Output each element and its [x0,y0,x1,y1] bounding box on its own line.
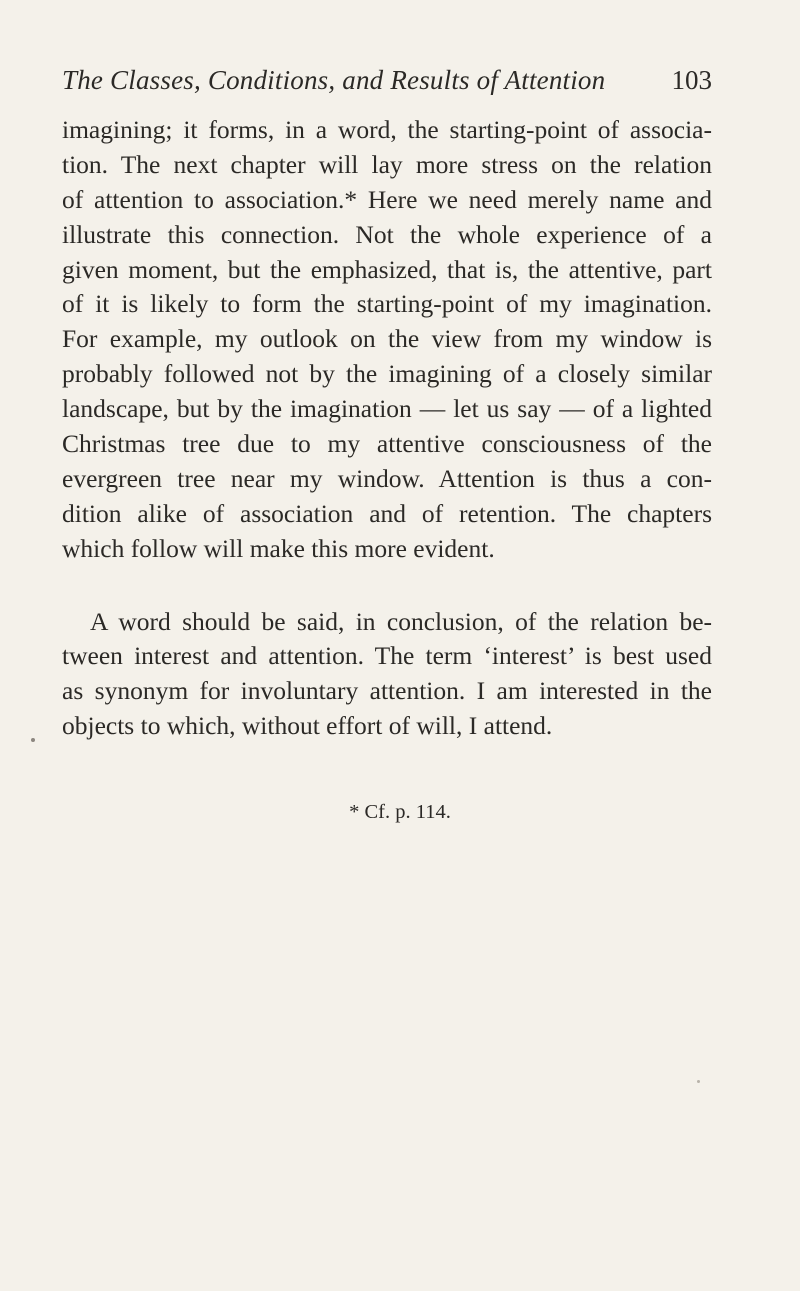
text-line: dition alike of association and of retention. The chapters [62,498,712,528]
text-line: of attention to association.* Here we need merely name and [62,184,712,214]
text-line: given moment, but the emphasized, that is, the attentive, part [62,254,712,284]
running-head [62,60,712,100]
footnote: * Cf. p. 114. [349,801,451,823]
paragraph-1 [62,113,712,567]
paper-speck [31,738,35,742]
text-line: probably followed not by the imagining of a closely similar [62,359,712,389]
paper-speck [697,1080,700,1083]
text-line: tween interest and attention. The term ‘interest’ is best used [62,641,712,671]
text-line: evergreen tree near my window. Attention is thus a con- [62,463,712,493]
text-line: Christmas tree due to my attentive consciousness of the [62,429,712,459]
page-number: 103 [671,65,712,95]
text-line: landscape, but by the imagination — let us say — of a lighted [62,394,712,424]
text-line: as synonym for involuntary attention. I am interested in the [62,676,712,706]
running-head-title: The Classes, Conditions, and Results of Attention [62,65,606,95]
text-line: illustrate this connection. Not the whole experience of a [62,219,712,249]
text-line: imagining; it forms, in a word, the starting-point of associa- [62,115,712,144]
text-line: For example, my outlook on the view from my window is [62,324,712,354]
text-line: of it is likely to form the starting-point of my imagination. [62,289,712,319]
paragraph-2 [62,605,712,745]
text-line: which follow will make this more evident. [62,533,495,563]
paragraph-gap [62,567,712,605]
text-line: A word should be said, in conclusion, of the relation be- [90,606,712,636]
text-line: tion. The next chapter will lay more stress on the relation [62,149,712,179]
text-line: objects to which, without effort of will, I attend. [62,711,553,741]
body-text [62,113,712,744]
